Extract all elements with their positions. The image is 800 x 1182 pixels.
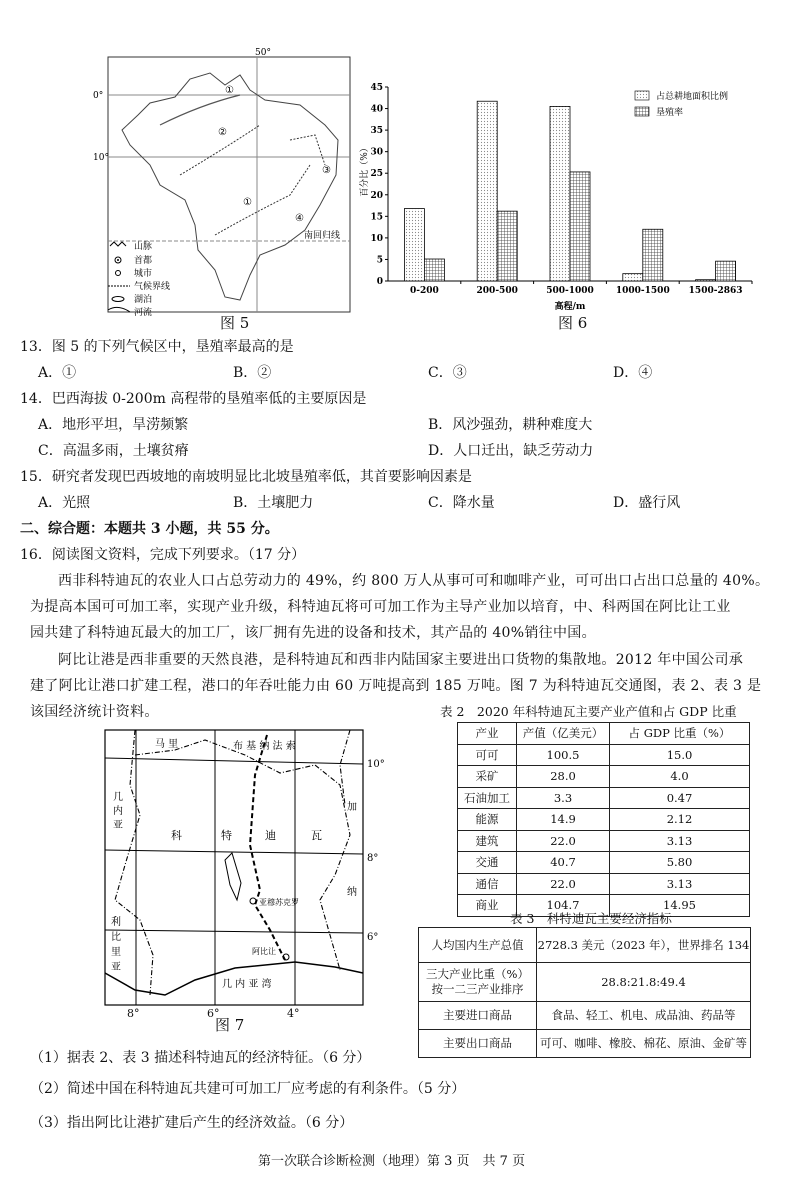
table-cell: 5.80 (610, 852, 750, 874)
table-cell: 石油加工 (458, 787, 517, 809)
legend-label: 河流 (134, 308, 153, 318)
q13-option-d[interactable]: D．④ (613, 365, 653, 381)
region-label: ④ (295, 213, 304, 224)
q14-option-c[interactable]: C．高温多雨，土壤贫瘠 (38, 443, 189, 459)
q14-option-a[interactable]: A．地形平坦，旱涝频繁 (38, 417, 189, 433)
y-axis-label: 百分比（%） (360, 143, 370, 197)
table-row (458, 766, 750, 788)
y-tick-label: 45 (370, 83, 383, 93)
section-2-heading: 二、综合题：本题共 3 小题，共 55 分。 (20, 521, 279, 537)
bar-area-share-0-200 (404, 209, 424, 281)
country-label-ghana: 加 (347, 802, 357, 813)
bar-reclamation-rate-500-1000 (570, 172, 590, 281)
country-label-ghana: 纳 (347, 887, 357, 898)
q13-option-a[interactable]: A．① (38, 365, 77, 381)
legend-label: 气候界线 (134, 282, 171, 292)
y-tick-label: 20 (370, 190, 383, 201)
x-tick-label: 0-200 (410, 286, 439, 296)
city-label-abidjan: 阿比让 (252, 947, 276, 956)
lon-label: 8° (127, 1007, 140, 1020)
lat-label: 0° (93, 91, 104, 101)
q15-stem: 15．研究者发现巴西坡地的南坡明显比北坡垦殖率低，其首要影响因素是 (20, 469, 472, 485)
table-row (419, 963, 751, 1002)
table-3-caption: 表 3 科特迪瓦主要经济指标 (510, 911, 672, 926)
table-cell: 可可、咖啡、橡胶、棉花、原油、金矿等 (537, 1030, 751, 1058)
q15-option-d[interactable]: D．盛行风 (613, 495, 681, 511)
table-cell: 3.13 (610, 873, 750, 895)
bar-area-share-1000-1500 (623, 274, 643, 281)
y-tick-label: 5 (376, 255, 383, 266)
lat-label: 6° (367, 932, 379, 943)
country-label-liberia: 亚 (111, 962, 121, 973)
table-cell: 22.0 (517, 873, 610, 895)
legend-label: 湖泊 (134, 295, 153, 305)
table-row (458, 809, 750, 831)
table-cell: 0.47 (610, 787, 750, 809)
x-axis-label: 高程/m (554, 302, 586, 312)
table-row (458, 852, 750, 874)
q16-paragraph-line: 建了阿比让港口扩建工程，港口的年吞吐能力由 60 万吨提高到 185 万吨。图 7 为科特迪瓦交通图，表 2、表 3 是 (30, 678, 762, 694)
region-label: ① (243, 197, 252, 208)
q15-option-c[interactable]: C．降水量 (428, 495, 495, 511)
table-row (419, 1002, 751, 1030)
figure-6-bar-chart (360, 75, 790, 315)
country-label-burkina-faso: 布 基 纳 法 索 (233, 741, 296, 752)
table-cell: 100.5 (517, 744, 610, 766)
table-cell: 104.7 (517, 895, 610, 917)
bar-area-share-500-1000 (550, 106, 570, 281)
legend-label: 首都 (134, 256, 153, 266)
legend-label: 城市 (134, 269, 153, 279)
country-label-guinea: 内 (113, 806, 123, 817)
bar-reclamation-rate-200-500 (497, 211, 517, 281)
x-tick-label: 500-1000 (546, 286, 594, 296)
table-cell: 商业 (458, 895, 517, 917)
q16-paragraph-line: 园共建了科特迪瓦最大的加工厂，该厂拥有先进的设备和技术，其产品的 40%销往中国。 (30, 625, 596, 641)
city-marker (250, 898, 256, 904)
legend-label: 山脉 (134, 242, 153, 252)
country-label-mali: 马 里 (155, 739, 179, 750)
figure-5-brazil-map (93, 45, 360, 320)
lat-label: 10° (367, 759, 385, 770)
q15-option-b[interactable]: B．土壤肥力 (233, 495, 314, 511)
table-cell: 可可 (458, 744, 517, 766)
city-label-yamoussoukro: 亚穆苏克罗 (259, 898, 299, 907)
tropic-label: 南回归线 (304, 231, 341, 241)
table-2-caption: 表 2 2020 年科特迪瓦主要产业产值和占 GDP 比重 (440, 704, 737, 719)
q13-option-b[interactable]: B．② (233, 365, 272, 381)
country-label-guinea: 几 (113, 792, 123, 803)
q14-stem: 14．巴西海拔 0-200m 高程带的垦殖率低的主要原因是 (20, 391, 367, 407)
column-header: 占 GDP 比重（%） (610, 723, 750, 745)
lake-icon (112, 297, 124, 302)
table-cell: 40.7 (517, 852, 610, 874)
bar-area-share-200-500 (477, 101, 497, 281)
map-legend (108, 240, 170, 318)
lon-label: 4° (287, 1007, 300, 1020)
figure-6-caption: 图 6 (558, 314, 588, 332)
y-tick-label: 15 (370, 212, 383, 223)
q16-paragraph-line: 为提高本国可可加工率，实现产业升级，科特迪瓦将可可加工作为主导产业加以培育，中、科两国在阿比让工业 (30, 599, 731, 615)
q14-option-b[interactable]: B．风沙强劲，耕种难度大 (428, 417, 593, 433)
mountain-icon (110, 242, 126, 246)
q13-stem: 13．图 5 的下列气候区中，垦殖率最高的是 (20, 339, 294, 355)
table-cell: 4.0 (610, 766, 750, 788)
lon-label: 6° (207, 1007, 220, 1020)
table-cell: 人均国内生产总值 (419, 928, 537, 963)
table-cell: 15.0 (610, 744, 750, 766)
table-cell: 3.3 (517, 787, 610, 809)
gulf-of-guinea-label: 几 内 亚 湾 (222, 979, 272, 990)
table-cell: 通信 (458, 873, 517, 895)
bar-reclamation-rate-1000-1500 (643, 229, 663, 281)
column-header: 产值（亿美元） (517, 723, 610, 745)
legend-swatch-reclamation-rate (635, 107, 649, 116)
table-cell: 食品、轻工、机电、成品油、药品等 (537, 1002, 751, 1030)
country-label-liberia: 里 (111, 947, 121, 958)
bar-area-share-1500-2863 (696, 280, 716, 281)
figure-7-caption: 图 7 (215, 1016, 245, 1034)
q13-option-c[interactable]: C．③ (428, 365, 467, 381)
y-tick-label: 30 (370, 147, 383, 158)
table-3 (418, 927, 751, 1058)
lat-label: 10° (93, 153, 109, 163)
q16-sub-question-2: （2）简述中国在科特迪瓦共建可可加工厂应考虑的有利条件。（5 分） (30, 1081, 466, 1097)
lat-label: 8° (367, 853, 379, 864)
legend-label-reclamation-rate: 垦殖率 (656, 108, 684, 118)
table-cell: 22.0 (517, 830, 610, 852)
page-footer: 第一次联合诊断检测（地理）第 3 页 共 7 页 (258, 1154, 526, 1169)
region-label: ③ (322, 165, 331, 176)
table-cell: 28.8:21.8:49.4 (537, 963, 751, 1002)
country-label-guinea: 亚 (113, 820, 123, 831)
table-row (458, 787, 750, 809)
region-label: ② (218, 127, 227, 138)
table-row (458, 830, 750, 852)
table-row (419, 928, 751, 963)
table-cell: 28.0 (517, 766, 610, 788)
legend-swatch-area-share (635, 91, 649, 100)
y-tick-label: 35 (370, 126, 383, 137)
lon-label: 50° (255, 48, 271, 58)
bar-reclamation-rate-1500-2863 (716, 261, 736, 281)
country-label-liberia: 比 (111, 932, 121, 943)
q15-option-a[interactable]: A．光照 (38, 495, 91, 511)
table-cell: 建筑 (458, 830, 517, 852)
city-icon (116, 271, 121, 276)
q14-option-d[interactable]: D．人口迁出，缺乏劳动力 (428, 443, 594, 459)
table-header-row (458, 723, 750, 745)
figure-5-caption: 图 5 (220, 314, 250, 332)
country-label-cote-divoire: 科 (171, 829, 182, 842)
q16-paragraph-line: 阿比让港是西非重要的天然良港，是科特迪瓦和西非内陆国家主要进出口货物的集散地。2012 年中国公司承 (58, 652, 744, 668)
x-tick-label: 1500-2863 (688, 286, 743, 296)
country-label-cote-divoire: 瓦 (311, 829, 322, 842)
table-cell: 能源 (458, 809, 517, 831)
table-cell: 三大产业比重（%） 按一二三产业排序 (419, 963, 537, 1002)
region-label: ① (225, 85, 234, 96)
q16-sub-question-1: （1）据表 2、表 3 描述科特迪瓦的经济特征。（6 分） (30, 1050, 371, 1066)
table-row (419, 1030, 751, 1058)
table-cell: 交通 (458, 852, 517, 874)
country-label-liberia: 利 (111, 917, 121, 928)
table-cell: 2.12 (610, 809, 750, 831)
legend-label-area-share: 占总耕地面积比例 (656, 92, 729, 102)
y-tick-label: 10 (370, 233, 383, 244)
table-cell: 14.95 (610, 895, 750, 917)
country-label-cote-divoire: 特 (221, 829, 232, 842)
q16-paragraph-line: 该国经济统计资料。 (30, 704, 159, 720)
table-cell: 主要进口商品 (419, 1002, 537, 1030)
table-cell: 2728.3 美元（2023 年），世界排名 134 (537, 928, 751, 963)
table-cell: 3.13 (610, 830, 750, 852)
x-tick-label: 1000-1500 (615, 286, 670, 296)
table-row (458, 744, 750, 766)
river-icon (108, 307, 130, 312)
table-2 (457, 722, 750, 917)
y-tick-label: 0 (376, 277, 383, 287)
table-cell: 主要出口商品 (419, 1030, 537, 1058)
figure-7-cote-divoire-map (95, 725, 395, 1015)
y-tick-label: 25 (370, 169, 383, 180)
bar-reclamation-rate-0-200 (424, 259, 444, 281)
table-cell: 采矿 (458, 766, 517, 788)
table-cell: 14.9 (517, 809, 610, 831)
q16-paragraph-line: 西非科特迪瓦的农业人口占总劳动力的 49%，约 800 万人从事可可和咖啡产业，可可出口占出口总量的 40%。 (58, 573, 770, 589)
table-row (458, 873, 750, 895)
q16-stem: 16．阅读图文资料，完成下列要求。（17 分） (20, 547, 306, 563)
country-label-cote-divoire: 迪 (265, 829, 276, 842)
q16-sub-question-3: （3）指出阿比让港扩建后产生的经济效益。（6 分） (30, 1115, 354, 1131)
column-header: 产业 (458, 723, 517, 745)
y-tick-label: 40 (370, 104, 383, 115)
x-tick-label: 200-500 (476, 286, 518, 296)
